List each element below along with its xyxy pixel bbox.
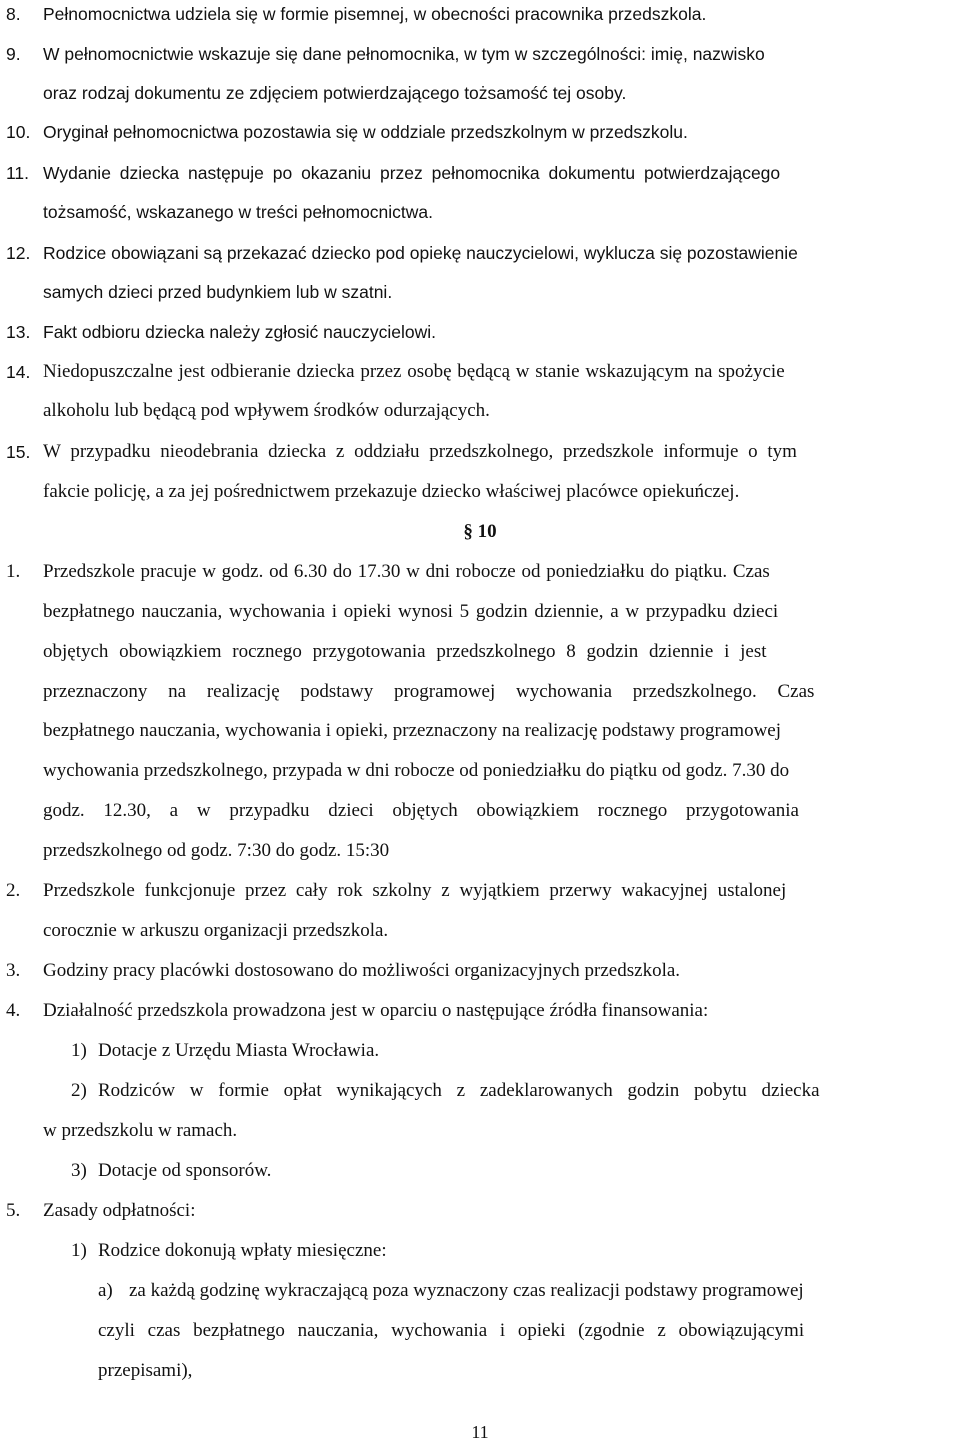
list-text: Rodziców w formie opłat wynikających z zadeklarowanych godzin pobytu dziecka	[98, 1080, 820, 1101]
list-text: Fakt odbioru dziecka należy zgłosić nauczycielowi.	[43, 322, 436, 342]
list-number: 1)	[71, 1040, 87, 1061]
list-text: w przedszkolu w ramach.	[43, 1120, 238, 1141]
list-text: Oryginał pełnomocnictwa pozostawia się w oddziale przedszkolnym w przedszkolu.	[43, 122, 688, 142]
list-item-12-cont	[0, 277, 960, 307]
list-text: Dotacje od sponsorów.	[98, 1160, 272, 1181]
list-text: Działalność przedszkola prowadzona jest w oparciu o następujące źródła finansowania:	[43, 1000, 709, 1021]
list-text: fakcie policję, a za jej pośrednictwem przekazuje dziecko właściwej placówce opiekuńczej.	[43, 481, 740, 502]
list-number: 2.	[6, 880, 21, 901]
list-item-b1-cont	[0, 796, 960, 826]
list-text: corocznie w arkuszu organizacji przedszkola.	[43, 920, 389, 941]
list-text: Przedszkole pracuje w godz. od 6.30 do 17.30 w dni robocze od poniedziałku do piątku. Czas	[43, 561, 770, 582]
section-heading: § 10	[463, 521, 497, 542]
list-text: W przypadku nieodebrania dziecka z oddziału przedszkolnego, przedszkole informuje o tym	[43, 441, 797, 462]
list-number: 14.	[6, 362, 31, 382]
list-number: 9.	[6, 44, 21, 64]
list-item-15-cont	[0, 477, 960, 507]
list-item-b5-subsub-cont	[0, 1316, 960, 1346]
list-text: oraz rodzaj dokumentu ze zdjęciem potwierdzającego tożsamość tej osoby.	[43, 83, 627, 103]
list-text: Przedszkole funkcjonuje przez cały rok szkolny z wyjątkiem przerwy wakacyjnej ustalonej	[43, 880, 787, 901]
list-item-12	[0, 238, 960, 268]
list-text: Wydanie dziecka następuje po okazaniu przez pełnomocnika dokumentu potwierdzającego	[43, 163, 781, 183]
list-item-b1-cont	[0, 677, 960, 707]
list-item-b2-cont	[0, 916, 960, 946]
funding-item-2	[0, 1076, 960, 1106]
list-text: przepisami),	[98, 1360, 193, 1381]
list-item-11	[0, 158, 960, 188]
list-number: 8.	[6, 4, 21, 24]
list-text: Rodzice obowiązani są przekazać dziecko pod opiekę nauczycielowi, wyklucza się pozostawienie	[43, 243, 798, 263]
list-item-b5-subsub-cont	[0, 1356, 960, 1386]
list-text: alkoholu lub będącą pod wpływem środków odurzających.	[43, 400, 490, 421]
funding-item-2-cont	[0, 1116, 960, 1146]
list-item-14	[0, 357, 960, 387]
list-item-b3	[0, 956, 960, 986]
list-number: 2)	[71, 1080, 87, 1101]
list-number: 12.	[6, 243, 31, 263]
list-item-13	[0, 317, 960, 347]
list-number: 1)	[71, 1240, 87, 1261]
list-number: 5.	[6, 1200, 21, 1221]
list-item-15	[0, 437, 960, 467]
list-item-9-cont	[0, 78, 960, 108]
list-text: godz. 12.30, a w przypadku dzieci objętych obowiązkiem rocznego przygotowania	[43, 800, 799, 821]
list-text: przeznaczony na realizację podstawy programowej wychowania przedszkolnego. Czas	[43, 681, 815, 702]
list-item-14-cont	[0, 396, 960, 426]
list-text: tożsamość, wskazanego w treści pełnomocnictwa.	[43, 202, 434, 222]
funding-item-1	[0, 1036, 960, 1066]
list-item-b5	[0, 1196, 960, 1226]
list-item-b1-cont	[0, 597, 960, 627]
list-number: 4.	[6, 1000, 21, 1021]
list-item-9	[0, 39, 960, 69]
list-item-b4	[0, 996, 960, 1026]
list-text-line: W pełnomocnictwie wskazuje się dane pełnomocnika, w tym w szczególności: imię, nazwisko	[43, 44, 765, 64]
list-text: Rodzice dokonują wpłaty miesięczne:	[98, 1240, 387, 1261]
list-item-11-cont	[0, 197, 960, 227]
funding-item-3	[0, 1156, 960, 1186]
list-text: bezpłatnego nauczania, wychowania i opieki, przeznaczony na realizację podstawy programowej	[43, 720, 782, 741]
list-number: a)	[98, 1280, 113, 1301]
list-number: 10.	[6, 122, 31, 142]
list-item-b1-cont	[0, 637, 960, 667]
list-item-b2	[0, 876, 960, 906]
list-text: przedszkolnego od godz. 7:30 do godz. 15:30	[43, 840, 390, 861]
list-item-b1-cont	[0, 836, 960, 866]
list-text: Pełnomocnictwa udziela się w formie pisemnej, w obecności pracownika przedszkola.	[43, 4, 707, 24]
list-number: 1.	[6, 561, 21, 582]
list-item-b5-subsub	[0, 1276, 960, 1306]
list-text: Dotacje z Urzędu Miasta Wrocławia.	[98, 1040, 380, 1061]
list-text: bezpłatnego nauczania, wychowania i opieki wynosi 5 godzin dziennie, a w przypadku dzieci	[43, 601, 779, 622]
list-number: 15.	[6, 442, 31, 462]
list-text: za każdą godzinę wykraczającą poza wyznaczony czas realizacji podstawy programowej	[129, 1280, 804, 1301]
list-text: samych dzieci przed budynkiem lub w szatni.	[43, 282, 393, 302]
page-number: 11	[471, 1422, 489, 1442]
list-number: 13.	[6, 322, 31, 342]
list-number: 11.	[6, 163, 30, 183]
list-text: Godziny pracy placówki dostosowano do możliwości organizacyjnych przedszkola.	[43, 960, 681, 981]
list-item-b5-sub	[0, 1236, 960, 1266]
list-text	[43, 39, 953, 69]
list-text: objętych obowiązkiem rocznego przygotowania przedszkolnego 8 godzin dziennie i jest	[43, 641, 767, 662]
list-item-10	[0, 117, 960, 147]
list-text: Niedopuszczalne jest odbieranie dziecka przez osobę będącą w stanie wskazującym na spożycie	[43, 361, 785, 382]
list-text: Zasady odpłatności:	[43, 1200, 196, 1221]
list-number: 3)	[71, 1160, 87, 1181]
list-item-b1	[0, 557, 960, 587]
list-text: wychowania przedszkolnego, przypada w dni robocze od poniedziałku do piątku od godz. 7.30 do	[43, 760, 790, 781]
list-item-b1-cont	[0, 756, 960, 786]
list-text: czyli czas bezpłatnego nauczania, wychowania i opieki (zgodnie z obowiązującymi	[98, 1320, 805, 1341]
list-number: 3.	[6, 960, 21, 981]
list-item-b1-cont	[0, 716, 960, 746]
list-item-8	[0, 0, 960, 29]
